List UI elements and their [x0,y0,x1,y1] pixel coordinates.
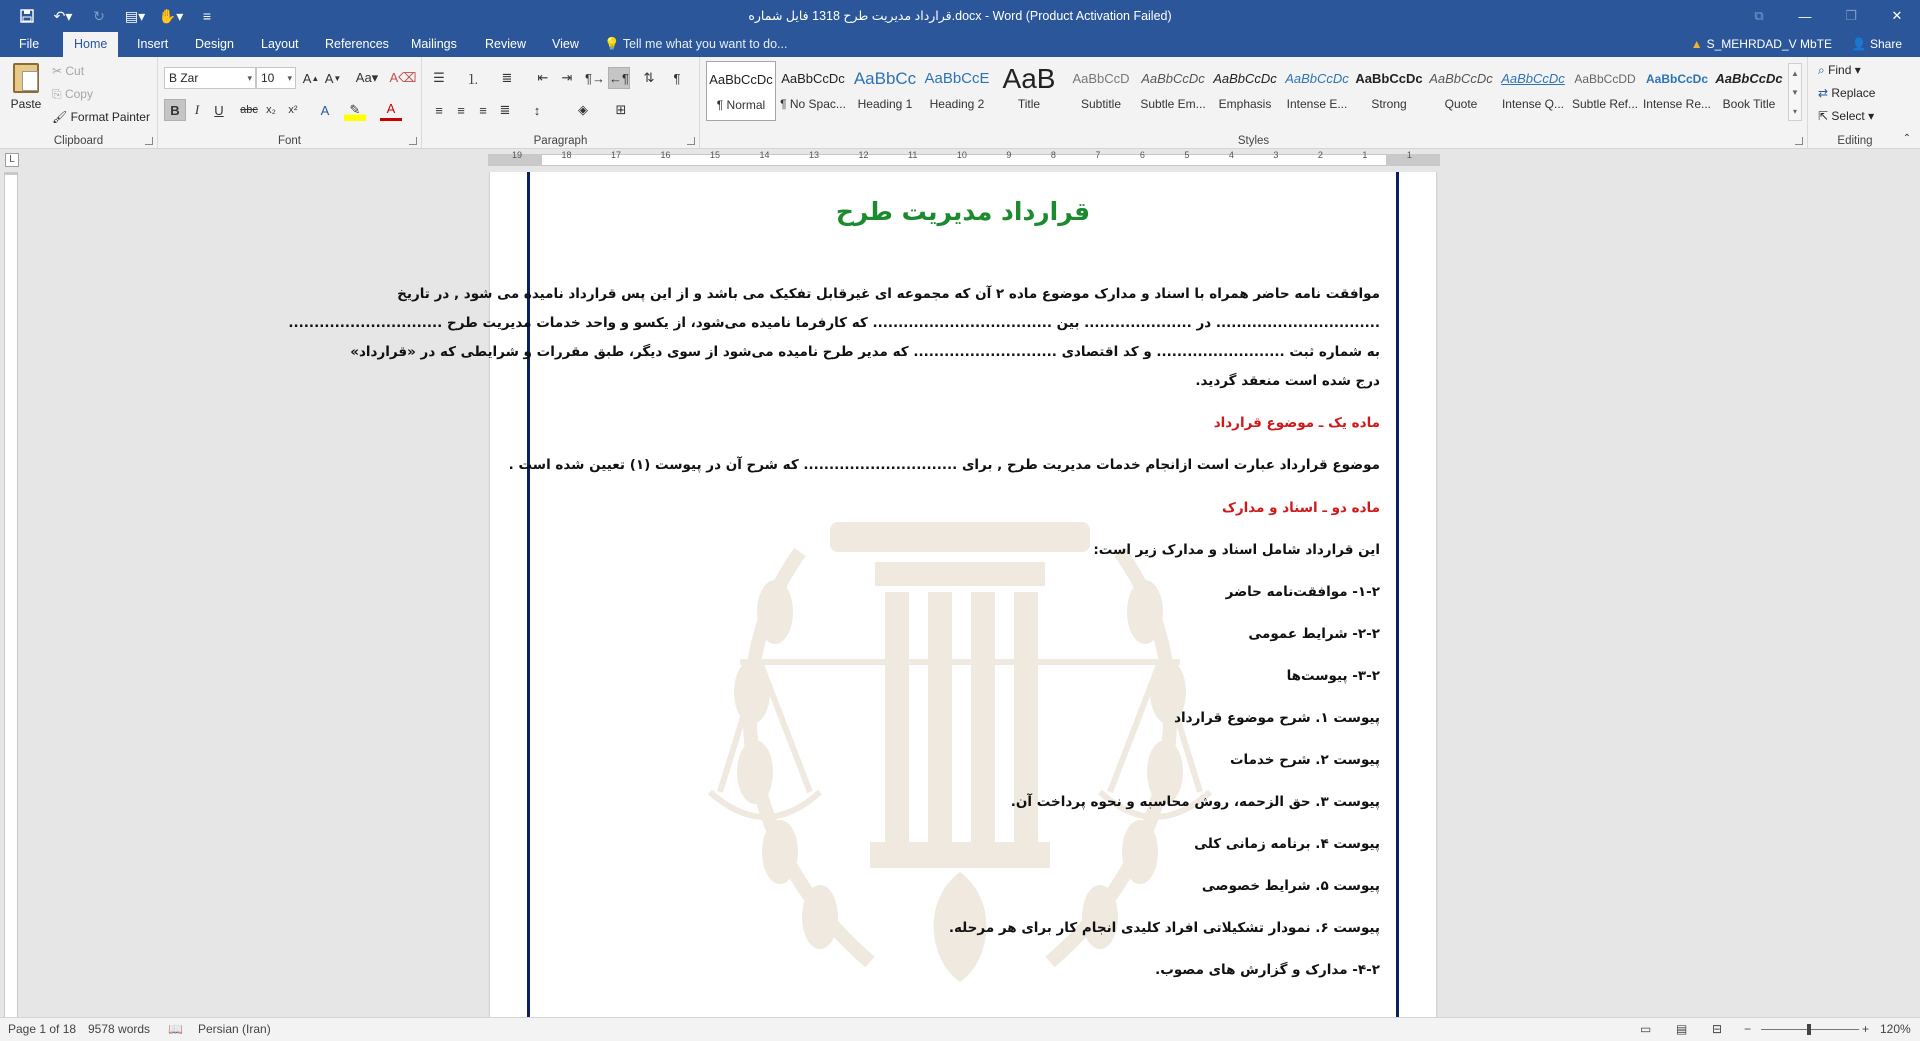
decrease-indent-icon[interactable]: ⇤ [537,70,549,85]
increase-indent-icon[interactable]: ⇥ [561,70,573,85]
style-name: Subtitle [1080,97,1122,111]
paragraph-line-4: درج شده است منعقد گردید. [1195,373,1380,389]
lightbulb-icon: 💡 [604,37,623,51]
style-name: ¶ No Spac... [780,97,846,111]
zoom-out-icon[interactable]: − [1744,1022,1752,1036]
tab-selector-icon[interactable]: L [5,153,19,167]
line-spacing-icon[interactable]: ↕ [533,102,541,118]
clipboard-launcher-icon[interactable] [145,137,153,145]
ruler-tick-label: 11 [908,150,918,160]
bold-icon[interactable]: B [164,99,186,121]
style-title[interactable] [994,61,1064,121]
ruler-tick-label: 2 [1317,150,1323,160]
ruler-tick-label: 7 [1095,150,1101,160]
style-strong[interactable] [1354,61,1424,121]
text-effects-icon[interactable]: A [320,102,330,118]
superscript-icon[interactable]: x² [288,104,298,116]
article-2-intro: این قرارداد شامل اسناد و مدارک زیر است: [1093,542,1380,558]
style-preview: AaBbCcDc [1715,71,1783,86]
style-preview: AaBbCcD [1072,71,1130,86]
tell-me-label: Tell me what you want to do... [622,37,788,51]
highlight-icon[interactable]: ✎ [344,99,366,121]
ruler-tick-label: 16 [660,150,671,160]
list-item: ۴-۲- مدارک و گزارش های مصوب. [1155,962,1380,978]
copy-button [52,87,93,102]
person-icon: 👤 [1851,37,1870,51]
vertical-ruler [4,172,18,1017]
print-layout-icon[interactable]: ▤ [1676,1022,1688,1036]
style-preview: AaBbCcDc [1213,71,1277,86]
style-heading-1[interactable] [850,61,920,121]
ruler-tick-label: 9 [1006,150,1012,160]
grow-font-icon[interactable]: A ▲ [302,70,320,86]
font-group [158,57,422,149]
warning-icon: ▲ [1690,37,1703,51]
styles-gallery [706,61,1786,123]
tab-file[interactable]: File [19,37,40,51]
replace-label: Replace [1831,86,1876,100]
style-preview: AaBbCcDc [1645,72,1708,86]
tab-review[interactable]: Review [485,37,526,51]
list-item: پیوست ۵. شرایط خصوصی [1201,878,1380,894]
style-name: Emphasis [1218,97,1272,111]
ribbon-display-options-icon[interactable]: ⧉ [1754,8,1764,23]
replace-button[interactable] [1818,86,1875,100]
document-canvas[interactable] [20,172,1920,1017]
ruler-tick-label: 1 [1406,150,1412,160]
tab-home[interactable]: Home [63,32,118,57]
sort-icon[interactable]: ⇅ [643,70,655,85]
list-item: ۱-۲- موافقت‌نامه حاضر [1225,584,1380,600]
style-preview: AaBbCcDc [1141,71,1205,86]
paste-label: Paste [10,97,42,111]
ltr-direction-icon[interactable]: ¶→ [585,70,605,86]
ruler-tick-label: 10 [956,150,967,160]
style-no-spacing[interactable] [778,61,848,121]
document-page[interactable] [288,172,1436,1017]
article-1-text: موضوع قرارداد عبارت است ازانجام خدمات مدیریت طرح , برای .............................. که شرح آن در پیوست (۱) تعیین شده است . [508,457,1380,473]
list-item: پیوست ۲. شرح خدمات [1229,752,1380,768]
user-account[interactable] [1691,32,1832,57]
cut-label: Cut [65,64,85,78]
select-icon: ⇱ [1818,109,1832,123]
font-group-label: Font [277,135,301,147]
multilevel-list-icon[interactable]: ≣ [501,70,513,85]
page-count[interactable]: Page 1 of 18 [8,1022,77,1036]
styles-launcher-icon[interactable] [1795,137,1803,145]
bullets-icon[interactable]: ☰ [433,70,445,85]
list-item: پیوست ۴. برنامه زمانی کلی [1194,836,1380,852]
style-subtle-reference[interactable] [1570,61,1640,121]
editing-group-label: Editing [1837,135,1873,147]
ruler-tick-label: 15 [710,150,721,160]
ruler-tick-label: 18 [561,150,572,160]
italic-icon[interactable]: I [194,102,200,117]
style-preview: AaB [1002,63,1056,94]
web-layout-icon[interactable]: ⊟ [1712,1022,1723,1036]
collapse-ribbon-icon[interactable]: ⌃ [1902,132,1912,144]
style-preview: AaBbCcE [924,70,990,87]
style-intense-reference[interactable] [1642,61,1712,121]
select-label: Select [1831,109,1865,123]
styles-group [700,57,1808,149]
font-color-icon[interactable]: A [380,99,402,121]
ruler-tick-label: 12 [858,150,869,160]
paragraph-group-label: Paragraph [533,135,588,147]
read-mode-icon[interactable]: ▭ [1640,1022,1652,1036]
user-name: S_MEHRDAD_V MbTE [1706,37,1832,51]
style-preview: AaBbCcDc [781,71,845,86]
ruler-tick-label: 4 [1228,150,1234,160]
share-button[interactable] [1852,32,1902,57]
language[interactable]: Persian (Iran) [198,1022,271,1036]
style-name: Subtle Em... [1140,97,1206,111]
paste-button[interactable] [6,63,46,125]
find-button[interactable]: ⌕ Find ▾ [1818,63,1861,77]
format-painter-button[interactable] [52,110,150,124]
select-button[interactable]: ⇱ Select ▾ [1818,109,1875,123]
style-name: Intense E... [1286,97,1348,111]
style-quote[interactable] [1426,61,1496,121]
style-book-title[interactable] [1714,61,1784,121]
quick-access-toolbar [12,5,222,27]
list-item: پیوست ۶. نمودار تشکیلاتی افراد کلیدی انجام کار برای هر مرحله. [948,920,1380,936]
style-intense-emphasis[interactable] [1282,61,1352,121]
copy-icon: ⎘ [52,87,65,101]
style-name: Book Title [1722,97,1776,111]
proofing-icon[interactable]: 📖 [168,1022,183,1036]
paragraph-line-3: به شماره ثبت ......................... و کد اقتصادی ............................ که مدیر طرح نامیده می‌شود از سوی دیگر، طبق مقررات و شرایطی که در «قرارداد» [350,344,1380,360]
customize-toolbar-icon[interactable]: ≡ [202,8,212,24]
zoom-in-icon[interactable]: + [1862,1022,1870,1036]
paragraph-line-1: موافقت نامه حاضر همراه با اسناد و مدارک موضوع ماده ۲ آن که مجموعه ای غیرقابل تفکیک می باشد و از این پس قرارداد نامیده می شود , در تاریخ [397,286,1380,302]
undo-icon[interactable]: ↶▾ [53,7,73,24]
window-title: قرارداد مدیریت طرح 1318 فایل شماره.docx - Word (Product Activation Failed) [748,9,1172,23]
ruler-tick-label: 17 [611,150,622,160]
replace-icon: ⇄ [1818,86,1832,100]
scissors-icon: ✂ [52,64,66,78]
editing-group [1808,57,1902,149]
tab-references[interactable]: References [325,37,389,51]
align-right-icon[interactable]: ≡ [479,102,487,118]
print-preview-icon[interactable]: ▤▾ [124,7,146,24]
style-preview: AaBbCc [853,69,917,88]
style-normal[interactable] [706,61,776,121]
article-2-heading: ماده دو ـ اسناد و مدارک [1222,500,1380,516]
style-name: Heading 1 [857,97,913,111]
format-painter-label: Format Painter [70,110,150,124]
strikethrough-icon[interactable]: abc [240,104,258,116]
style-name: Strong [1371,97,1407,111]
style-name: Quote [1444,97,1478,111]
ruler-tick-label: 8 [1050,150,1056,160]
style-name: Title [1017,97,1041,111]
style-name: ¶ Normal [716,98,766,112]
clipboard-icon [13,63,39,93]
style-name: Intense Re... [1642,97,1712,111]
find-icon: ⌕ [1818,63,1829,77]
ruler-tick-label: 14 [759,150,770,160]
list-item: ۳-۲- پیوست‌ها [1286,668,1380,684]
paragraph-group [422,57,700,149]
ribbon-tabs [0,32,1920,57]
save-icon[interactable] [12,5,42,27]
numbering-icon[interactable]: ⒈ [466,71,480,87]
font-size-combo[interactable]: 10 ▾ [256,67,296,89]
cut-button [52,64,84,78]
list-item: پیوست ۱. شرح موضوع قرارداد [1174,710,1380,726]
rtl-direction-icon[interactable]: ←¶ [608,67,630,89]
show-formatting-icon[interactable]: ¶ [673,70,681,86]
style-name: Heading 2 [929,97,985,111]
ruler-ticks [512,150,1412,160]
align-left-icon[interactable]: ≡ [435,102,443,118]
underline-icon[interactable]: U [214,102,224,118]
ruler-tick-label: 13 [809,150,820,160]
align-center-icon[interactable]: ≡ [457,102,465,118]
style-preview: AaBbCcDc [1501,71,1565,86]
style-emphasis[interactable] [1210,61,1280,121]
style-subtitle[interactable] [1066,61,1136,121]
vertical-ruler-margin [5,172,17,175]
copy-label: Copy [64,87,93,101]
ruler-tick-label: 1 [1362,150,1368,160]
justify-icon[interactable]: ≣ [499,102,511,117]
redo-icon: ↻ [93,7,105,24]
ruler-tick-label: 19 [512,150,523,160]
borders-icon[interactable]: ⊞ [615,102,627,117]
subscript-icon[interactable]: x₂ [266,104,276,116]
tab-mailings[interactable]: Mailings [411,37,457,51]
tab-view[interactable]: View [552,37,579,51]
styles-group-label: Styles [1237,135,1270,147]
list-item: پیوست ۳. حق الزحمه، روش محاسبه و نحوه پرداخت آن. [1010,794,1380,810]
horizontal-ruler [0,150,1920,170]
list-item: ۲-۲- شرایط عمومی [1248,626,1380,642]
style-heading-2[interactable] [922,61,992,121]
shrink-font-icon[interactable]: A ▼ [324,70,342,86]
share-label: Share [1869,37,1902,51]
style-preview: AaBbCcDD [1574,72,1636,86]
close-button[interactable]: ✕ [1891,8,1903,23]
font-name-combo[interactable]: B Zar ▾ [164,67,256,89]
minimize-button[interactable]: — [1798,8,1812,24]
ruler-tick-label: 3 [1273,150,1279,160]
shading-icon[interactable]: ◈ [578,102,588,117]
restore-button[interactable]: ❐ [1845,8,1857,23]
article-1-heading: ماده یک ـ موضوع قرارداد [1213,415,1380,431]
style-name: Intense Q... [1501,97,1565,111]
clear-formatting-icon[interactable]: A⌫ [389,70,417,85]
paragraph-line-2: ................................ در ..................... بین ................................... که کارفرما نامیده می‌شود، از یکسو و واحد خدمات مدیریت طرح .............................. [288,315,1380,331]
style-preview: AaBbCcDc [1429,71,1493,86]
title-bar [0,0,1920,32]
zoom-slider-thumb[interactable] [1807,1024,1811,1035]
style-subtle-emphasis[interactable] [1138,61,1208,121]
font-launcher-icon[interactable] [409,137,417,145]
style-preview: AaBbCcDc [1355,71,1423,86]
change-case-icon[interactable]: Aa▾ [355,70,379,85]
paintbrush-icon: 🖌 [52,110,71,124]
style-intense-quote[interactable] [1498,61,1568,121]
tab-insert[interactable]: Insert [137,37,169,51]
style-preview: AaBbCcDc [1285,71,1349,86]
window-controls [1736,0,1920,32]
tab-layout[interactable]: Layout [261,37,299,51]
touch-mode-icon[interactable]: ✋▾ [158,7,184,24]
document-title: قرارداد مدیریت طرح [835,197,1091,226]
ruler-tick-label: 6 [1139,150,1145,160]
zoom-level[interactable]: 120% [1880,1022,1911,1036]
clipboard-group [0,57,158,149]
status-bar [0,1017,1920,1041]
word-count[interactable]: 9578 words [88,1022,151,1036]
ruler-tick-label: 5 [1184,150,1190,160]
find-label: Find [1828,63,1852,77]
page-border-right [1395,172,1399,1017]
tell-me-search[interactable] [604,32,787,57]
styles-scroll[interactable]: ▲ ▼ ▾ [1788,63,1802,121]
paragraph-launcher-icon[interactable] [687,137,695,145]
tab-design[interactable]: Design [195,37,234,51]
style-preview: AaBbCcDc [709,72,773,87]
style-name: Subtle Ref... [1571,97,1639,111]
ribbon [0,57,1920,149]
document-body[interactable] [288,172,1380,978]
clipboard-group-label: Clipboard [53,135,104,147]
